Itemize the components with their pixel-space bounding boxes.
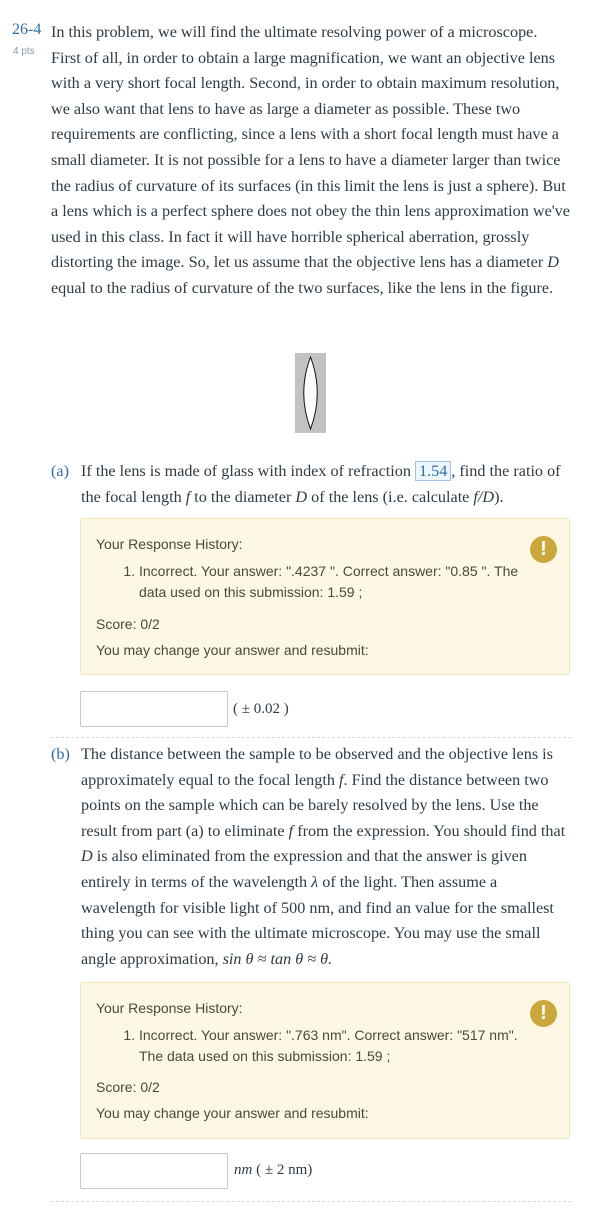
warning-icon: ! xyxy=(530,1000,557,1027)
tolerance-a: ( ± 0.02 ) xyxy=(233,701,289,717)
problem-intro: In this problem, we will find the ultimate resolving power of a microscope. First of all, in order to obtain a large magnification, we want an objective lens with a very short focal length. Second, in order to obtain maximum resolution, we also want that lens to have as large a diameter as possible. These two requirements are conflicting, since a lens with a short focal length must have a small diameter. It is not possible for a lens to have a diameter larger than twice the radius of curvature of its surfaces (in this limit the lens is just a sphere). But a lens which is a perfect sphere does not obey the thin lens approximation we've used in this class. In fact it will have horrible spherical aberration, grossly distorting the image. So, let us assume that the objective lens has a diameter D equal to the radius of curvature of the two surfaces, like the lens in the figure. xyxy=(51,23,570,297)
resubmit-note: You may change your answer and resubmit: xyxy=(96,642,369,658)
part-a xyxy=(51,459,573,510)
problem-number: 26-4 xyxy=(12,21,42,38)
lens-figure xyxy=(295,353,326,433)
separator xyxy=(51,1201,571,1202)
response-history-a xyxy=(80,518,570,675)
unit-label: nm xyxy=(234,1162,253,1178)
tolerance-b: nm ( ± 2 nm) xyxy=(234,1162,313,1178)
response-history-b xyxy=(80,982,570,1139)
warning-icon: ! xyxy=(530,536,557,563)
part-b-label: (b) xyxy=(51,745,70,763)
part-a-label: (a) xyxy=(51,462,69,480)
points-label: 4 pts xyxy=(13,46,35,57)
separator xyxy=(51,737,571,738)
history-item: 1. Incorrect. Your answer: ".763 nm". Correct answer: "517 nm". The data used on this submission: 1.59 ; xyxy=(139,1025,529,1067)
part-b-question: The distance between the sample to be observed and the objective lens is approximately equal to the focal length f. Find the distance between two points on the sample which can be barely resolved by the lens. Use the result from part (a) to eliminate f from the expression. You should find that D is also eliminated from the expression and that the answer is given entirely in terms of the wavelength λ of the light. Then assume a wavelength for visible light of 500 nm, and find an value for the smallest thing you can see with the ultimate microscope. You may use the small angle approximation, sin θ ≈ tan θ ≈ θ. xyxy=(81,745,566,968)
answer-input-b[interactable] xyxy=(80,1153,228,1189)
history-title: Your Response History: xyxy=(96,1000,243,1016)
history-title: Your Response History: xyxy=(96,536,243,552)
part-b xyxy=(51,742,573,972)
score-text: Score: 0/2 xyxy=(96,1079,160,1095)
answer-input-a[interactable] xyxy=(80,691,228,727)
part-a-question: If the lens is made of glass with index of refraction 1.54 , find the ratio of the focal length f to the diameter D of the lens (i.e. calculate f/D). xyxy=(81,462,561,506)
score-text: Score: 0/2 xyxy=(96,616,160,632)
history-item: 1. Incorrect. Your answer: ".4237 ". Correct answer: "0.85 ". The data used on this submission: 1.59 ; xyxy=(139,561,529,603)
resubmit-note: You may change your answer and resubmit: xyxy=(96,1105,369,1121)
given-index-value[interactable]: 1.54 xyxy=(415,461,451,481)
